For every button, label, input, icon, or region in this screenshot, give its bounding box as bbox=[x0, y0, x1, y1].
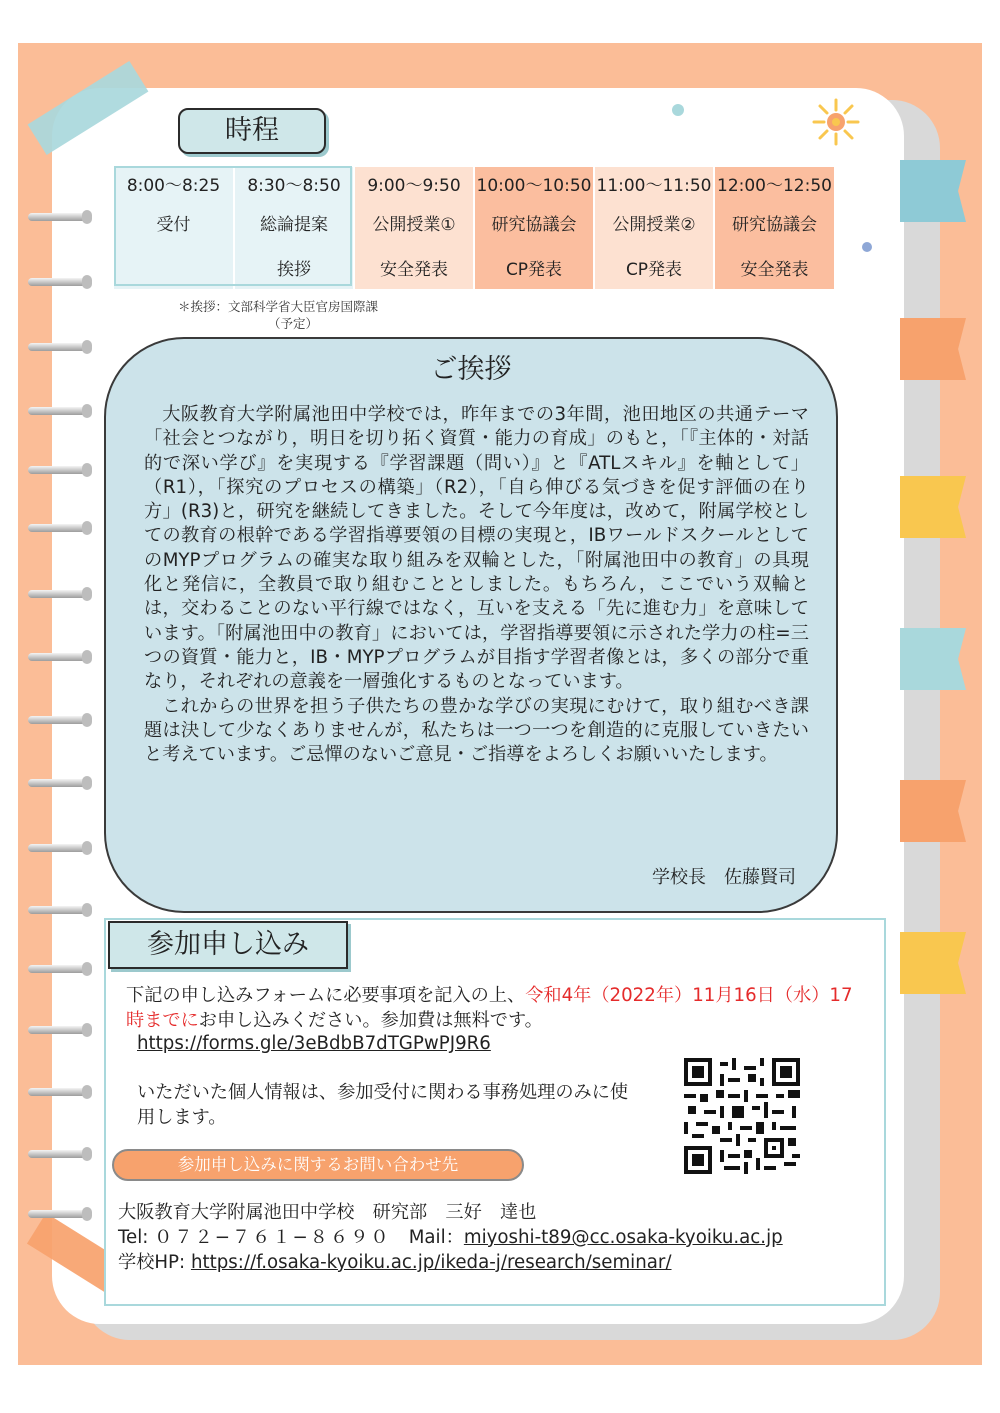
schedule-time: 9:00〜9:50 bbox=[354, 167, 474, 199]
spiral-ring bbox=[28, 343, 90, 351]
schedule-activity: 研究協議会 bbox=[474, 199, 594, 245]
side-tab-yellow bbox=[900, 476, 966, 538]
hp-label: 学校HP: bbox=[118, 1252, 191, 1273]
schedule-activity: 総論提案 bbox=[234, 199, 354, 245]
spiral-ring bbox=[28, 779, 90, 787]
privacy-notice: いただいた個人情報は、参加受付に関わる事務処理のみに使用します。 bbox=[137, 1082, 629, 1128]
contact-info bbox=[118, 1200, 783, 1275]
schedule-time: 8:00〜8:25 bbox=[114, 167, 234, 199]
side-tab-orange-2 bbox=[900, 780, 966, 842]
spiral-ring bbox=[28, 466, 90, 474]
qr-code-icon[interactable] bbox=[684, 1058, 800, 1174]
homepage-link[interactable]: https://f.osaka-kyoiku.ac.jp/ikeda-j/research/seminar/ bbox=[190, 1252, 672, 1273]
application-heading: 参加申し込み bbox=[108, 921, 348, 969]
schedule-activity: 公開授業② bbox=[594, 199, 714, 245]
schedule-activity: CP発表 bbox=[594, 245, 714, 289]
schedule-time-row bbox=[114, 167, 834, 199]
spiral-ring bbox=[28, 1210, 90, 1218]
tel-number: ０７２−７６１−８６９０ bbox=[154, 1227, 391, 1248]
spiral-ring bbox=[28, 213, 90, 221]
greeting-body bbox=[144, 403, 809, 767]
deadline-text: 令和4年（2022年）11月16日（水）17時までに bbox=[126, 985, 853, 1031]
schedule-table bbox=[114, 167, 834, 289]
schedule-time: 10:00〜10:50 bbox=[474, 167, 594, 199]
schedule-activity: 公開授業① bbox=[354, 199, 474, 245]
homepage-line bbox=[118, 1250, 783, 1275]
footnote-sub: （予定） bbox=[268, 316, 319, 331]
footnote-text: ＊挨拶：文部科学省大臣官房国際課 bbox=[178, 299, 379, 314]
side-tab-blue bbox=[900, 160, 966, 222]
greeting-paragraph: これからの世界を担う子供たちの豊かな学びの実現にむけて，取り組むべき課題は決して少なくありませんが，私たちは一つ一つを創造的に克服していきたいと考えています。ご忌憚のないご意見・ご指導をよろしくお願いいたします。 bbox=[144, 695, 809, 766]
spiral-ring bbox=[28, 278, 90, 286]
spiral-ring bbox=[28, 590, 90, 598]
schedule-activity: 挨拶 bbox=[234, 245, 354, 289]
mail-label: Mail： bbox=[390, 1227, 464, 1248]
schedule-time: 8:30〜8:50 bbox=[234, 167, 354, 199]
greeting-paragraph: 大阪教育大学附属池田中学校では，昨年までの3年間，池田地区の共通テーマ「社会とつながり，明日を切り拓く資質・能力の育成」のもと，「『主体的・対話的で深い学び』を実現する『学習課題（問い）』と『ATLスキル』を軸として」（R1），「探究のプロセスの構築」（R2），「自ら伸びる気づきを促す評価の在り方」(R3)と，研究を継続してきました。そして今年度は，改めて，附属学校としての教育の根幹である学習指導要領の目標の実現と，IBワールドスクールとしてのMYPプログラムの確実な取り組みを双輪とした，「附属池田中の教育」の具現化と発信に，全教員で取り組むこととしました。もちろん，ここでいう双輪とは，交わることのない平行線ではなく，互いを支える「先に進む力」を意味しています。「附属池田中の教育」においては，学習指導要領に示された学力の柱=三つの資質・能力と，IB・MYPプログラムが目指す学習者像とは，多くの部分で重なり，それぞれの意義を一層強化するものとなっています。 bbox=[144, 404, 809, 693]
schedule-heading: 時程 bbox=[178, 108, 326, 154]
decor-dot bbox=[862, 242, 872, 252]
greeting-panel bbox=[104, 337, 838, 913]
schedule-activity: 受付 bbox=[114, 199, 234, 245]
flower-icon bbox=[812, 98, 860, 146]
schedule-activity: CP発表 bbox=[474, 245, 594, 289]
schedule-activity: 安全発表 bbox=[714, 245, 834, 289]
schedule-activity: 研究協議会 bbox=[714, 199, 834, 245]
contact-label-pill: 参加申し込みに関するお問い合わせ先 bbox=[112, 1149, 524, 1181]
spiral-ring bbox=[28, 716, 90, 724]
email-link[interactable]: miyoshi-t89@cc.osaka-kyoiku.ac.jp bbox=[463, 1227, 783, 1248]
schedule-activity-row-2 bbox=[114, 245, 834, 289]
greeting-title: ご挨拶 bbox=[430, 354, 512, 385]
form-link[interactable]: https://forms.gle/3eBdbB7dTGPwPJ9R6 bbox=[137, 1033, 491, 1054]
greeting-signature: 学校長 佐藤賢司 bbox=[652, 867, 796, 888]
spiral-ring bbox=[28, 1088, 90, 1096]
spiral-ring bbox=[28, 844, 90, 852]
contact-name: 大阪教育大学附属池田中学校 研究部 三好 達也 bbox=[118, 1202, 537, 1223]
side-tab-yellow-2 bbox=[900, 932, 966, 994]
spiral-ring bbox=[28, 407, 90, 415]
decor-dot bbox=[672, 104, 684, 116]
spiral-ring bbox=[28, 906, 90, 914]
side-tab-orange bbox=[900, 318, 966, 380]
schedule-time: 12:00〜12:50 bbox=[714, 167, 834, 199]
spiral-ring bbox=[28, 1150, 90, 1158]
application-instructions bbox=[126, 983, 866, 1033]
schedule-activity bbox=[114, 245, 234, 289]
tel-label: Tel: bbox=[118, 1227, 155, 1248]
schedule-time: 11:00〜11:50 bbox=[594, 167, 714, 199]
spiral-ring bbox=[28, 524, 90, 532]
spiral-ring bbox=[28, 653, 90, 661]
instructions-text: 下記の申し込みフォームに必要事項を記入の上、 bbox=[126, 985, 526, 1006]
side-tab-teal bbox=[900, 628, 966, 690]
contact-line bbox=[118, 1225, 783, 1250]
instructions-text-end: お申し込みください。参加費は無料です。 bbox=[198, 1010, 543, 1031]
spiral-ring bbox=[28, 965, 90, 973]
schedule-activity-row bbox=[114, 199, 834, 245]
schedule-footnote bbox=[178, 298, 378, 332]
spiral-ring bbox=[28, 1026, 90, 1034]
schedule-activity: 安全発表 bbox=[354, 245, 474, 289]
